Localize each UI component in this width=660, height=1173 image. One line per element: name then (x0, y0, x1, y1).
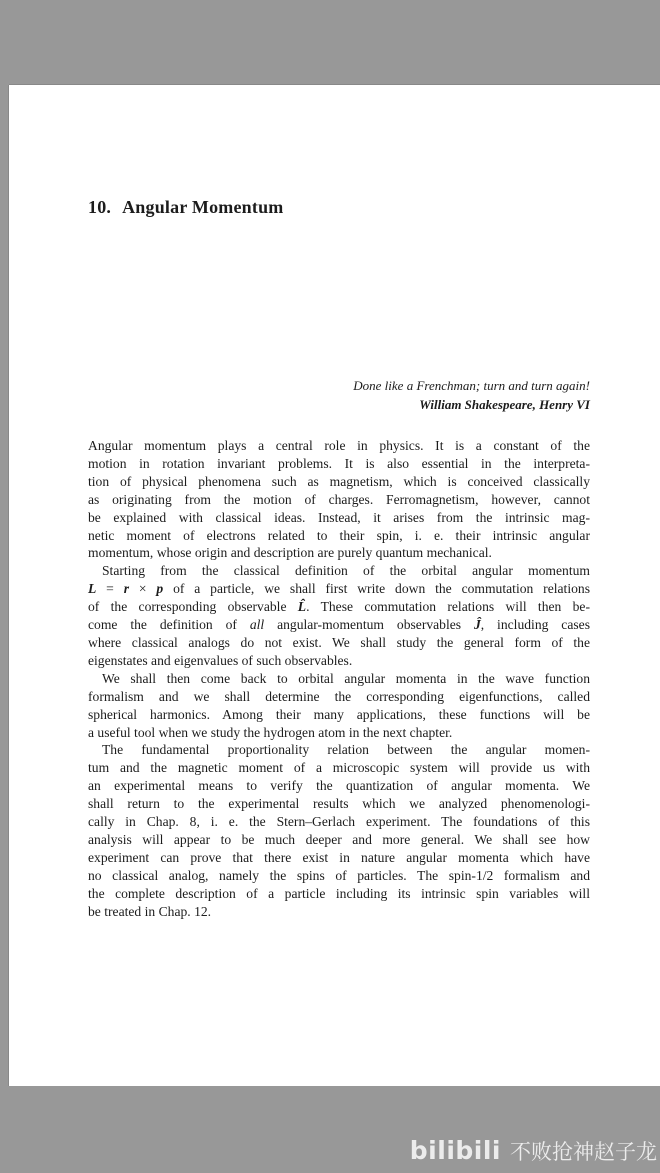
text-segment: of a particle, we shall first write down the commutation relations (163, 581, 590, 597)
math-segment: Ĵ (473, 617, 481, 633)
text-line (88, 616, 590, 634)
text-segment: shall return to the experimental results which we analyzed phenomenologi- (88, 796, 590, 812)
text-line (88, 652, 590, 670)
text-segment: The fundamental proportionality relation between the angular momen- (102, 742, 590, 758)
paragraph (88, 562, 590, 669)
text-segment: cally in Chap. 8, i. e. the Stern–Gerlach experiment. The foundations of this (88, 814, 590, 830)
text-line (88, 688, 590, 706)
chapter-number: 10. (88, 197, 112, 217)
text-line (88, 562, 590, 580)
text-segment: as originating from the motion of charges. Ferromagnetism, however, cannot (88, 491, 590, 507)
text-line (88, 885, 590, 903)
text-segment: come the definition of (88, 617, 250, 633)
text-line (88, 670, 590, 688)
text-line (88, 598, 590, 616)
text-segment: analysis will appear to be much deeper and more general. We shall see how (88, 831, 590, 847)
text-line (88, 706, 590, 724)
text-segment: experiment can prove that there exist in nature angular momenta which have (88, 849, 590, 865)
text-segment: no classical analog, namely the spins of particles. The spin-1/2 formalism and (88, 867, 590, 883)
epigraph-quote: Done like a Frenchman; turn and turn again! (353, 378, 590, 393)
text-line (88, 759, 590, 777)
text-line (88, 831, 590, 849)
text-line (88, 741, 590, 759)
text-segment: Angular momentum plays a central role in physics. It is a constant of the (88, 438, 590, 453)
chapter-heading (88, 197, 590, 218)
body-text (88, 437, 590, 920)
text-line (88, 437, 590, 455)
text-segment: = (96, 581, 124, 597)
text-segment: momentum, whose origin and description are purely quantum mechanical. (88, 545, 492, 561)
text-line (88, 455, 590, 473)
math-segment: all (249, 617, 265, 633)
text-segment: be explained with classical ideas. Instead, it arises from the intrinsic mag- (88, 509, 590, 525)
math-segment: L (88, 581, 97, 597)
text-segment: an experimental means to verify the quantization of angular momenta. We (88, 778, 590, 794)
text-line (88, 527, 590, 545)
bilibili-logo: bilibili (409, 1136, 501, 1165)
math-segment: L̂ (297, 599, 307, 615)
chapter-title-text: Angular Momentum (122, 197, 284, 217)
text-segment: We shall then come back to orbital angular momenta in the wave function (102, 670, 590, 686)
text-segment: × (129, 581, 157, 597)
text-segment: . These commutation relations will then be- (306, 599, 590, 615)
text-line (88, 509, 590, 527)
math-segment: r (123, 581, 130, 597)
text-line (88, 903, 590, 921)
text-segment: of the corresponding observable (88, 599, 298, 615)
text-segment: eigenstates and eigenvalues of such observables. (88, 652, 353, 668)
text-line (88, 813, 590, 831)
watermark (410, 1136, 657, 1166)
text-line (88, 849, 590, 867)
epigraph-attribution: William Shakespeare, Henry VI (419, 397, 590, 412)
text-line (88, 473, 590, 491)
text-line (88, 724, 590, 742)
paragraph (88, 437, 590, 562)
text-line (88, 634, 590, 652)
text-line (88, 491, 590, 509)
text-segment: spherical harmonics. Among their many applications, these functions will be (88, 706, 590, 722)
text-line (88, 777, 590, 795)
text-segment: angular-momentum observables (264, 617, 474, 633)
text-line (88, 544, 590, 562)
text-segment: , including cases (480, 617, 590, 633)
text-segment: formalism and we shall determine the corresponding eigenfunctions, called (88, 688, 590, 704)
text-segment: tum and the magnetic moment of a microscopic system will provide us with (88, 760, 590, 776)
text-segment: motion in rotation invariant problems. It is also essential in the interpreta- (88, 455, 590, 471)
math-segment: p (156, 581, 164, 597)
book-page (9, 85, 660, 1086)
epigraph (88, 376, 590, 414)
text-line (88, 795, 590, 813)
page-content (9, 85, 660, 920)
text-line (88, 867, 590, 885)
text-line (88, 580, 590, 598)
text-segment: tion of physical phenomena such as magnetism, which is conceived classically (88, 473, 590, 489)
watermark-username: 不败抢神赵子龙 (510, 1140, 657, 1164)
text-segment: netic moment of electrons related to their spin, i. e. their intrinsic angular (88, 527, 590, 543)
text-segment: Starting from the classical definition of the orbital angular momentum (102, 563, 590, 579)
text-segment: where classical analogs do not exist. We shall study the general form of the (88, 634, 590, 650)
text-segment: the complete description of a particle including its intrinsic spin variables will (88, 885, 590, 901)
text-segment: be treated in Chap. 12. (88, 903, 212, 919)
paragraph (88, 741, 590, 920)
paragraph (88, 670, 590, 742)
text-segment: a useful tool when we study the hydrogen atom in the next chapter. (88, 724, 453, 740)
